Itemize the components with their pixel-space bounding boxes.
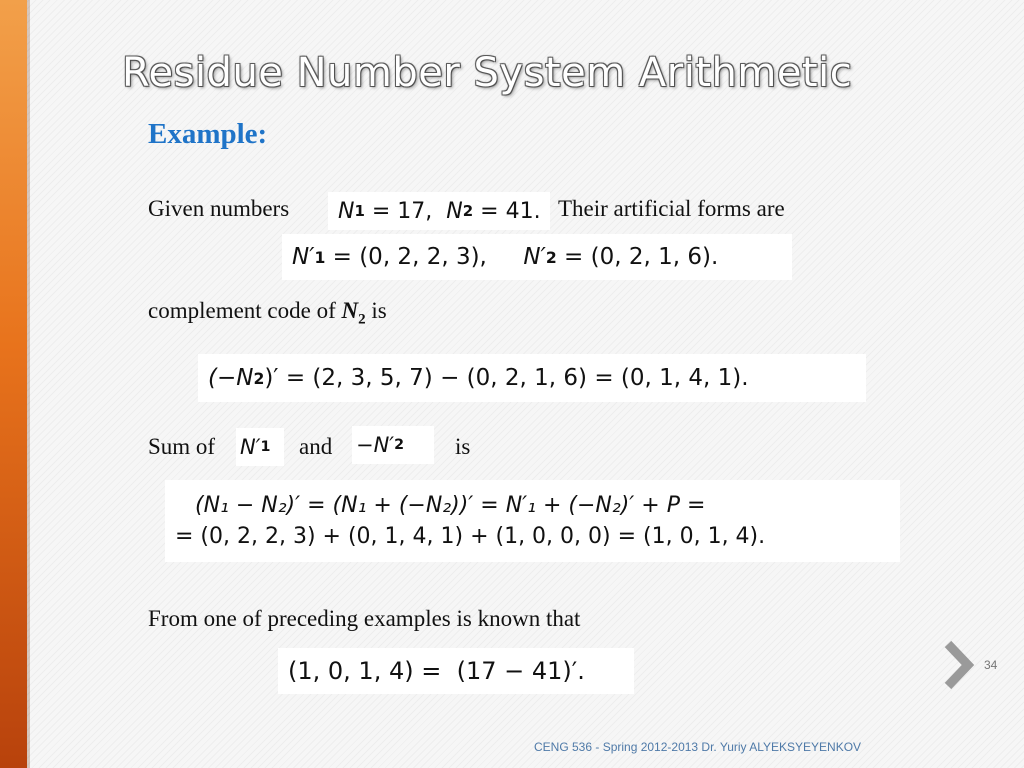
footer-text: CENG 536 - Spring 2012-2013 Dr. Yuriy ALYEKSYEYENKOV bbox=[534, 740, 862, 754]
complement-is: is bbox=[371, 298, 387, 323]
and-text: and bbox=[299, 434, 333, 459]
sum-equation bbox=[165, 480, 900, 562]
given-equation bbox=[328, 192, 550, 230]
complement-equation bbox=[198, 354, 866, 402]
complement-var: N bbox=[341, 298, 359, 323]
artificial-forms-equation bbox=[282, 234, 792, 280]
preceding-text: From one of preceding examples is known that bbox=[148, 606, 581, 631]
forms-text: Their artificial forms are bbox=[558, 196, 785, 221]
slide-title: Residue Number System Arithmetic bbox=[122, 50, 853, 96]
example-heading: Example: bbox=[148, 118, 268, 150]
complement-rhs: )′ = (2, 3, 5, 7) − (0, 2, 1, 6) = (0, 1, 4, 1). bbox=[264, 365, 749, 391]
given-n1-sub: 1 bbox=[354, 202, 365, 220]
complement-lhs: (−N bbox=[208, 365, 254, 391]
sum-text: Sum of bbox=[148, 434, 216, 459]
forms-n1-value: = (0, 2, 2, 3), bbox=[325, 244, 524, 270]
forms-n2-value: = (0, 2, 1, 6). bbox=[556, 244, 719, 270]
forms-n1-var: N′ bbox=[292, 244, 315, 270]
sum-n1-sub: 1 bbox=[260, 439, 271, 455]
chevron-right-icon[interactable] bbox=[940, 640, 976, 690]
given-n2-var: N bbox=[446, 198, 463, 224]
sum-equation-line1: (N₁ − N₂)′ = (N₁ + (−N₂))′ = N′₁ + (−N₂)′ + P = bbox=[195, 493, 706, 518]
given-n2-sub: 2 bbox=[462, 202, 474, 220]
given-text: Given numbers bbox=[148, 196, 290, 221]
complement-label: complement code of bbox=[148, 298, 336, 323]
forms-n2-var: N′ bbox=[523, 244, 546, 270]
sum-n1-symbol bbox=[236, 428, 284, 466]
forms-n1-sub: 1 bbox=[314, 247, 326, 267]
sum-n2-var: −N′ bbox=[356, 433, 395, 457]
forms-n2-sub: 2 bbox=[545, 247, 557, 267]
is-text: is bbox=[455, 434, 471, 459]
complement-text bbox=[148, 298, 387, 329]
result-equation bbox=[278, 648, 634, 694]
given-n1-var: N bbox=[338, 198, 355, 224]
sum-n1-var: N′ bbox=[240, 435, 261, 459]
given-n1-value: = 17, bbox=[364, 198, 447, 224]
page-number: 34 bbox=[984, 658, 998, 672]
complement-lhs-sub: 2 bbox=[253, 368, 265, 388]
sum-n2-symbol bbox=[352, 426, 434, 464]
complement-sub: 2 bbox=[358, 311, 366, 328]
result-equation-text: (1, 0, 1, 4) = (17 − 41)′. bbox=[288, 657, 585, 685]
sum-equation-line2: = (0, 2, 2, 3) + (0, 1, 4, 1) + (1, 0, 0, 0) = (1, 0, 1, 4). bbox=[175, 524, 766, 549]
sum-n2-sub: 2 bbox=[394, 437, 405, 453]
given-n2-value: = 41. bbox=[473, 198, 541, 224]
accent-sidebar-bar bbox=[0, 0, 27, 768]
